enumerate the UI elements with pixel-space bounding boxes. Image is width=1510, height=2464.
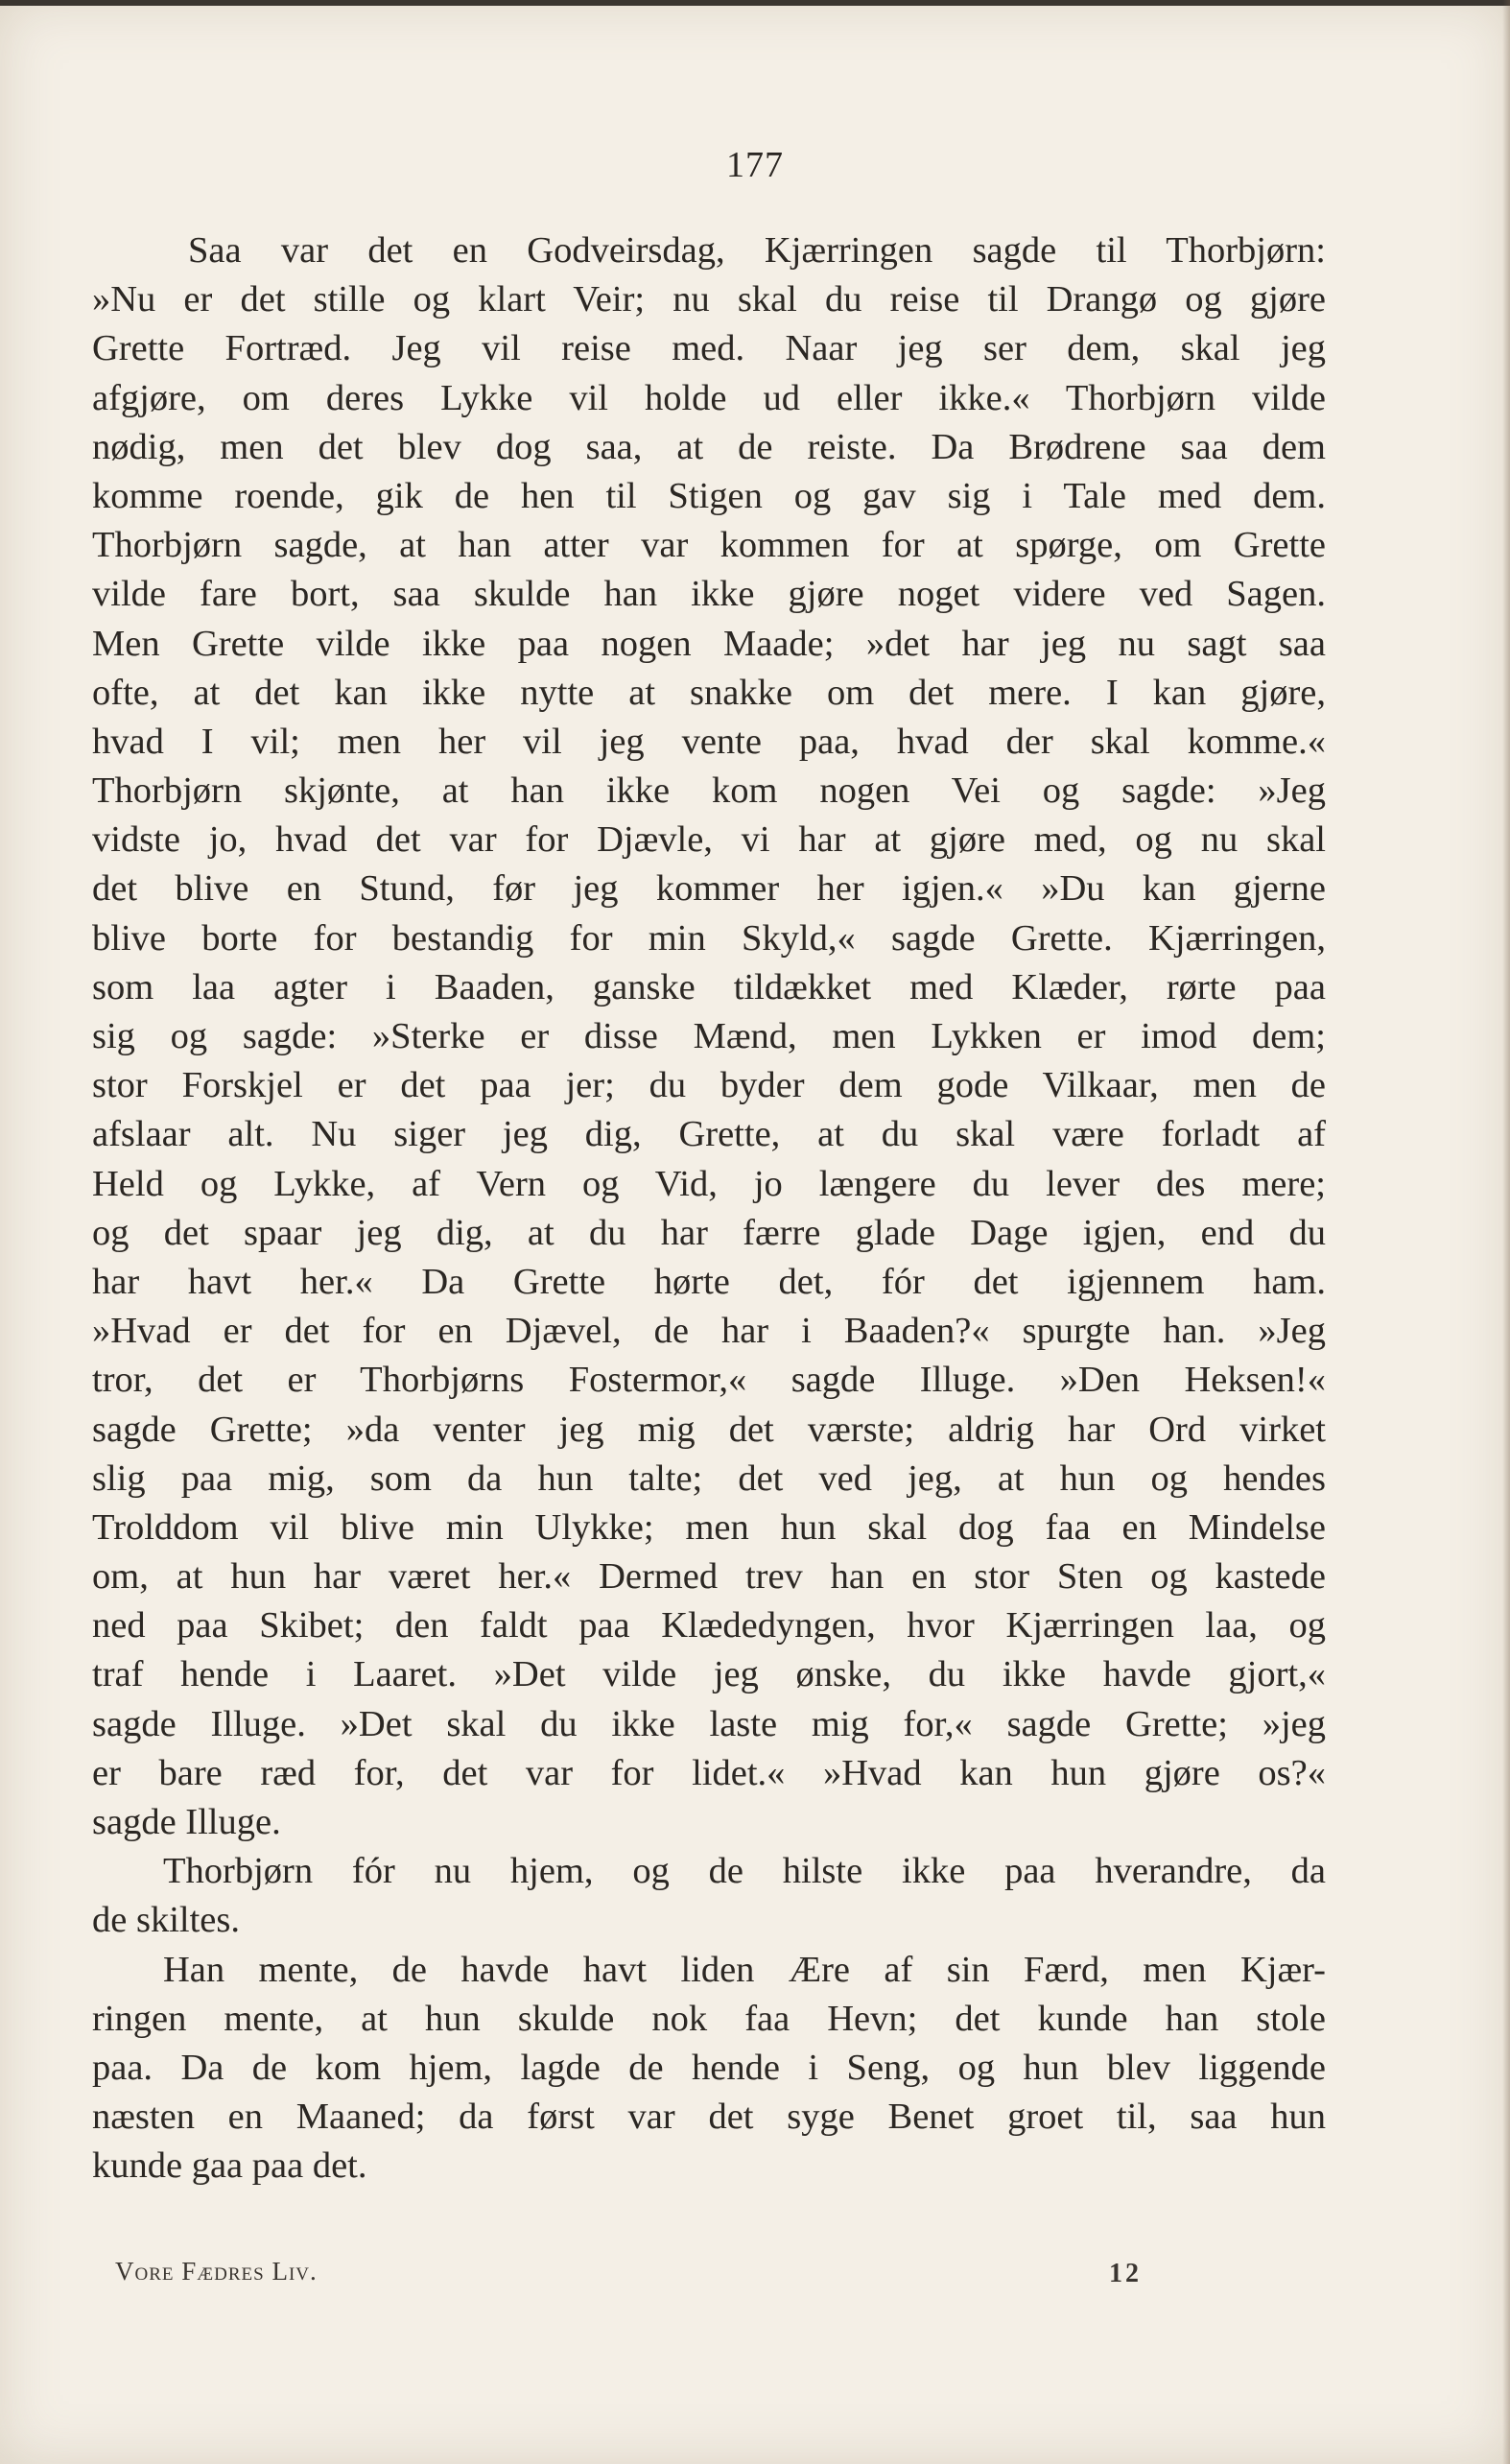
- text-line: sagde Illuge.: [92, 1802, 281, 1842]
- text-line: vidste jo, hvad det var for Djævle, vi har at gjøre med, og nu skal: [92, 819, 1326, 861]
- text-line: Thorbjørn fór nu hjem, og de hilste ikke paa hverandre, da: [163, 1851, 1326, 1892]
- text-line: stor Forskjel er det paa jer; du byder dem gode Vilkaar, men de: [92, 1065, 1326, 1106]
- text-line: hvad I vil; men her vil jeg vente paa, hvad der skal komme.«: [92, 721, 1326, 762]
- text-line: sagde Illuge. »Det skal du ikke laste mig for,« sagde Grette; »jeg: [92, 1703, 1326, 1744]
- text-line: det blive en Stund, før jeg kommer her igjen.« »Du kan gjerne: [92, 868, 1326, 910]
- text-line: Saa var det en Godveirsdag, Kjærringen sagde til Thorbjørn:: [188, 230, 1326, 271]
- text-line: har havt her.« Da Grette hørte det, fór det igjennem ham.: [92, 1261, 1326, 1302]
- text-line: Trolddom vil blive min Ulykke; men hun skal dog faa en Mindelse: [92, 1506, 1326, 1548]
- printer-signature-mark: 12: [1109, 2259, 1142, 2288]
- text-line: og det spaar jeg dig, at du har færre glade Dage igjen, end du: [92, 1212, 1326, 1253]
- text-line: Thorbjørn skjønte, at han ikke kom nogen Vei og sagde: »Jeg: [92, 770, 1326, 812]
- text-line: ned paa Skibet; den faldt paa Klædedyngen, hvor Kjærringen laa, og: [92, 1605, 1326, 1647]
- text-line: kunde gaa paa det.: [92, 2145, 367, 2187]
- page-footer: [115, 2257, 1142, 2286]
- text-line: tror, det er Thorbjørns Fostermor,« sagde Illuge. »Den Heksen!«: [92, 1360, 1326, 1401]
- text-line: nødig, men det blev dog saa, at de reiste. Da Brødrene saa dem: [92, 426, 1326, 467]
- text-line: Men Grette vilde ikke paa nogen Maade; »det har jeg nu sagt saa: [92, 623, 1326, 664]
- text-line: Thorbjørn sagde, at han atter var kommen for at spørge, om Grette: [92, 525, 1326, 566]
- text-line: »Hvad er det for en Djævel, de har i Baaden?« spurgte han. »Jeg: [92, 1311, 1326, 1352]
- text-line: som laa agter i Baaden, ganske tildækket med Klæder, rørte paa: [92, 966, 1326, 1007]
- page-number: 177: [726, 145, 784, 185]
- text-line: Grette Fortræd. Jeg vil reise med. Naar jeg ser dem, skal jeg: [92, 328, 1326, 369]
- text-line: næsten en Maaned; da først var det syge Benet groet til, saa hun: [92, 2097, 1326, 2138]
- text-line: afslaar alt. Nu siger jeg dig, Grette, at du skal være forladt af: [92, 1114, 1326, 1155]
- text-line: paa. Da de kom hjem, lagde de hende i Seng, og hun blev liggende: [92, 2047, 1326, 2088]
- text-line: sig og sagde: »Sterke er disse Mænd, men Lykken er imod dem;: [92, 1016, 1326, 1056]
- text-line: ringen mente, at hun skulde nok faa Hevn; det kunde han stole: [92, 1998, 1326, 2039]
- text-line: Han mente, de havde havt liden Ære af sin Færd, men Kjær-: [163, 1949, 1326, 1990]
- text-line: er bare ræd for, det var for lidet.« »Hvad kan hun gjøre os?«: [92, 1752, 1326, 1793]
- text-line: blive borte for bestandig for min Skyld,« sagde Grette. Kjærringen,: [92, 917, 1326, 959]
- running-footer-title: Vore Fædres Liv.: [115, 2257, 318, 2286]
- text-line: sagde Grette; »da venter jeg mig det værste; aldrig har Ord virket: [92, 1409, 1326, 1450]
- text-line: ofte, at det kan ikke nytte at snakke om det mere. I kan gjøre,: [92, 672, 1326, 713]
- text-line: komme roende, gik de hen til Stigen og gav sig i Tale med dem.: [92, 475, 1326, 516]
- text-line: afgjøre, om deres Lykke vil holde ud eller ikke.« Thorbjørn vilde: [92, 377, 1326, 418]
- text-line: Held og Lykke, af Vern og Vid, jo længere du lever des mere;: [92, 1163, 1326, 1204]
- text-line: traf hende i Laaret. »Det vilde jeg ønske, du ikke havde gjort,«: [92, 1654, 1326, 1695]
- text-line: »Nu er det stille og klart Veir; nu skal du reise til Drangø og gjøre: [92, 279, 1326, 320]
- text-line: vilde fare bort, saa skulde han ikke gjøre noget videre ved Sagen.: [92, 574, 1326, 615]
- text-line: de skiltes.: [92, 1900, 240, 1941]
- text-line: om, at hun har været her.« Dermed trev han en stor Sten og kastede: [92, 1556, 1326, 1598]
- body-text: [92, 226, 1326, 2192]
- text-line: slig paa mig, som da hun talte; det ved jeg, at hun og hendes: [92, 1457, 1326, 1499]
